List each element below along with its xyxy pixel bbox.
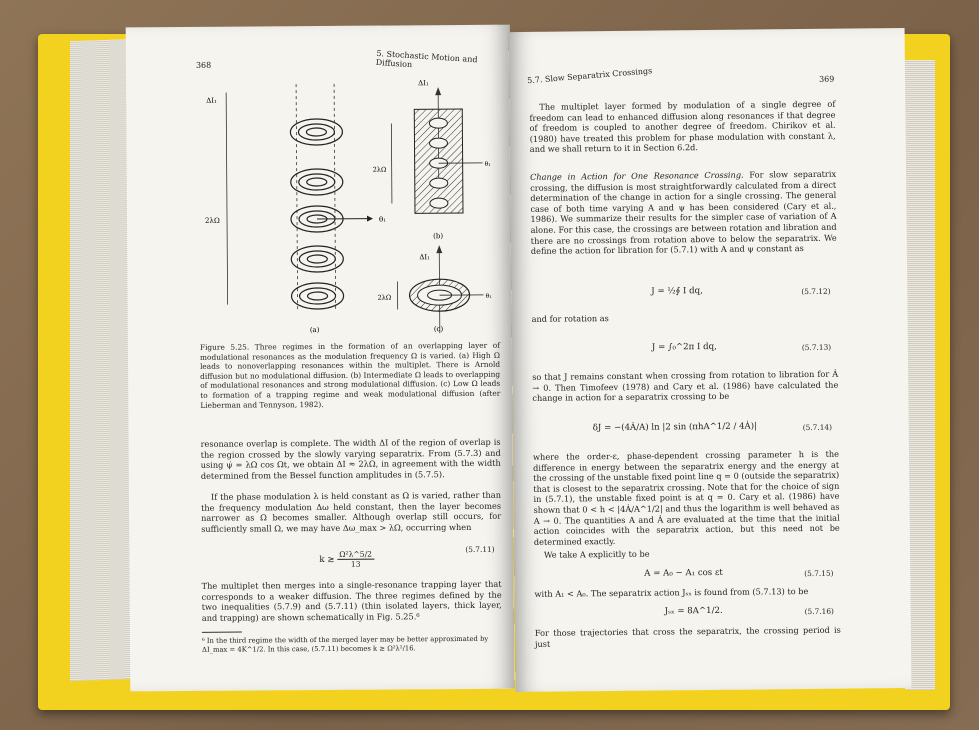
label-2-lambda-omega-a: 2λΩ bbox=[205, 216, 220, 225]
equation-5-7-11-number: (5.7.11) bbox=[465, 544, 495, 554]
label-delta-i1-a: ΔI₁ bbox=[206, 96, 217, 105]
equation-5-7-14: δJ = −(4Ȧ/A) ln |2 sin (πhA^1/2 / 4Ȧ)| bbox=[592, 421, 758, 434]
right-paragraph-1: The multiplet layer formed by modulation of a single degree of freedom can lead to enhanced diffusion along resonances if that degree of freedom is coupled to another degree of freedom. Chirikov et al. (1980) have treated this problem for phase modulation with constant λ, and we shall return to it in Section 6.2d. bbox=[529, 98, 836, 155]
footnote: ⁶ In the third regime the width of the merged layer may be better approximated by ΔI_max = 4K^1/2. In this case, (5.7.11) becomes k ≳ Ω²λ²/16. bbox=[201, 634, 489, 654]
left-page-number: 368 bbox=[195, 60, 212, 70]
label-theta1-b: θ₁ bbox=[484, 160, 491, 168]
eq-5-7-11-lhs: k ≳ bbox=[319, 554, 335, 566]
label-theta1-c: θ₁ bbox=[485, 292, 492, 300]
equation-5-7-15: A = A₀ − A₁ cos εt bbox=[644, 567, 723, 579]
label-delta-i1-b: ΔI₁ bbox=[418, 79, 429, 88]
right-paragraph-3: and for rotation as bbox=[531, 313, 609, 324]
figure-5-25 bbox=[186, 73, 498, 345]
figure-caption: Figure 5.25. Three regimes in the formation of an overlapping layer of modulational resonances as the modulation frequency Ω is varied. (a) High Ω leads to nonoverlapping resonances within the multiplet. There is Arnold diffusion but no modulational diffusion. (b) Intermediate Ω leads to overlapping of modulational resonances and strong modulational diffusion. (c) Low Ω leads to formation of a trapping regime and weak modulational diffusion (after Lieberman and Tennyson, 1982). bbox=[199, 340, 501, 410]
label-theta1-a: θ₁ bbox=[379, 215, 387, 224]
right-page-number: 369 bbox=[819, 74, 835, 84]
right-paragraph-6: We take A explicitly to be bbox=[543, 548, 650, 560]
label-panel-a: (a) bbox=[309, 326, 320, 335]
right-paragraph-7: with A₁ < A₀. The separatrix action Jₛₓ is found from (5.7.13) to be bbox=[534, 585, 809, 599]
right-paragraph-2-block bbox=[530, 169, 837, 257]
right-paragraph-2: For slow separatrix crossing, the diffusion is most straightforwardly calculated from a direct determination of the change in action for a single crossing. The general case of both time varying A and ψ has been considered (Cary et al., 1986). We summarize their results for the simpler case of variation of A alone. For this case, the crossings are between rotation and libration and there are no crossings from rotation above to below the separatrix. We define the action for libration for (5.7.1) with A and ψ constant as bbox=[530, 168, 837, 257]
right-paragraph-4: so that J remains constant when crossing from rotation to libration for Ȧ → 0. Then Timofeev (1978) and Cary et al. (1986) have calculated the change in action for a separatrix crossing to be bbox=[532, 368, 839, 404]
equation-5-7-13-number: (5.7.13) bbox=[801, 342, 832, 353]
equation-5-7-12-number: (5.7.12) bbox=[801, 286, 831, 297]
equation-5-7-11 bbox=[319, 550, 374, 569]
left-running-head: 5. Stochastic Motion and Diffusion bbox=[375, 48, 478, 70]
equation-5-7-14-number: (5.7.14) bbox=[802, 422, 833, 433]
right-paragraph-8: For those trajectories that cross the separatrix, the crossing period is just bbox=[534, 624, 841, 649]
equation-5-7-13: J = ∫₀^2π I dq, bbox=[651, 341, 717, 353]
label-delta-i1-c: ΔI₁ bbox=[419, 253, 430, 262]
left-page bbox=[126, 25, 515, 692]
label-2-lambda-omega-c: 2λΩ bbox=[377, 293, 392, 302]
label-2-lambda-omega-b: 2λΩ bbox=[372, 165, 387, 174]
label-panel-c: (c) bbox=[433, 325, 444, 334]
figure-panel-a bbox=[204, 84, 387, 335]
right-running-head: 5.7. Slow Separatrix Crossings bbox=[526, 66, 653, 86]
equation-5-7-15-number: (5.7.15) bbox=[804, 568, 834, 579]
footnote-rule bbox=[202, 632, 242, 633]
figure-panel-c bbox=[377, 245, 492, 334]
right-paragraph-5: where the order-ε, phase-dependent crossing parameter h is the difference in energy between the separatrix energy and the energy at the crossing of the unstable fixed point line q = 0 (outside the separatrix) that is closest to the separatrix crossing. Note that for the choice of sign in (5.7.1), the unstable fixed point is at q = 0. Cary et al. (1986) have shown that 0 < h < |4Ȧ/A^1/2| and thus the logarithm is well behaved as A → 0. The quantities A and Ȧ are evaluated at the time that the initial action coincides with the separatrix action, but this need not be determined exactly. bbox=[532, 448, 840, 547]
left-paragraph-1: resonance overlap is complete. The width ΔI of the region of overlap is the region crossed by the slowly varying separatrix. From (5.7.3) and using ψ̇ = λΩ cos Ωt, we obtain ΔI ≈ 2λΩ, in agreement with the width determined from the Bessel function amplitudes in (5.7.5). bbox=[200, 436, 501, 481]
section-subhead: Change in Action for One Resonance Crossing. bbox=[530, 169, 744, 182]
eq-5-7-11-numerator: Ω²λ^5/2 bbox=[337, 550, 374, 560]
equation-5-7-16: Jₛₓ = 8A^1/2. bbox=[664, 605, 723, 617]
equation-5-7-12: J = ½∮ I dq, bbox=[651, 286, 703, 297]
left-paragraph-3: The multiplet then merges into a single-resonance trapping layer that corresponds to a weaker diffusion. The three regimes defined by the two inequalities (5.7.9) and (5.7.11) (thin isolated layers, thick layer, and trapping) are shown schematically in Fig. 5.25.⁶ bbox=[201, 578, 502, 623]
equation-5-7-16-number: (5.7.16) bbox=[804, 606, 834, 617]
figure-panel-b bbox=[372, 79, 491, 241]
left-paragraph-2: If the phase modulation λ is held constant as Ω is varied, rather than the frequency modulation Δω held constant, then the layer becomes narrower as Ω becomes smaller. Although overlap still occurs, for sufficiently small Ω, we may have Δω_max > λΩ, occurring when bbox=[201, 489, 502, 534]
eq-5-7-11-denominator: 13 bbox=[350, 559, 361, 569]
right-page bbox=[509, 28, 912, 692]
label-panel-b: (b) bbox=[433, 232, 444, 241]
